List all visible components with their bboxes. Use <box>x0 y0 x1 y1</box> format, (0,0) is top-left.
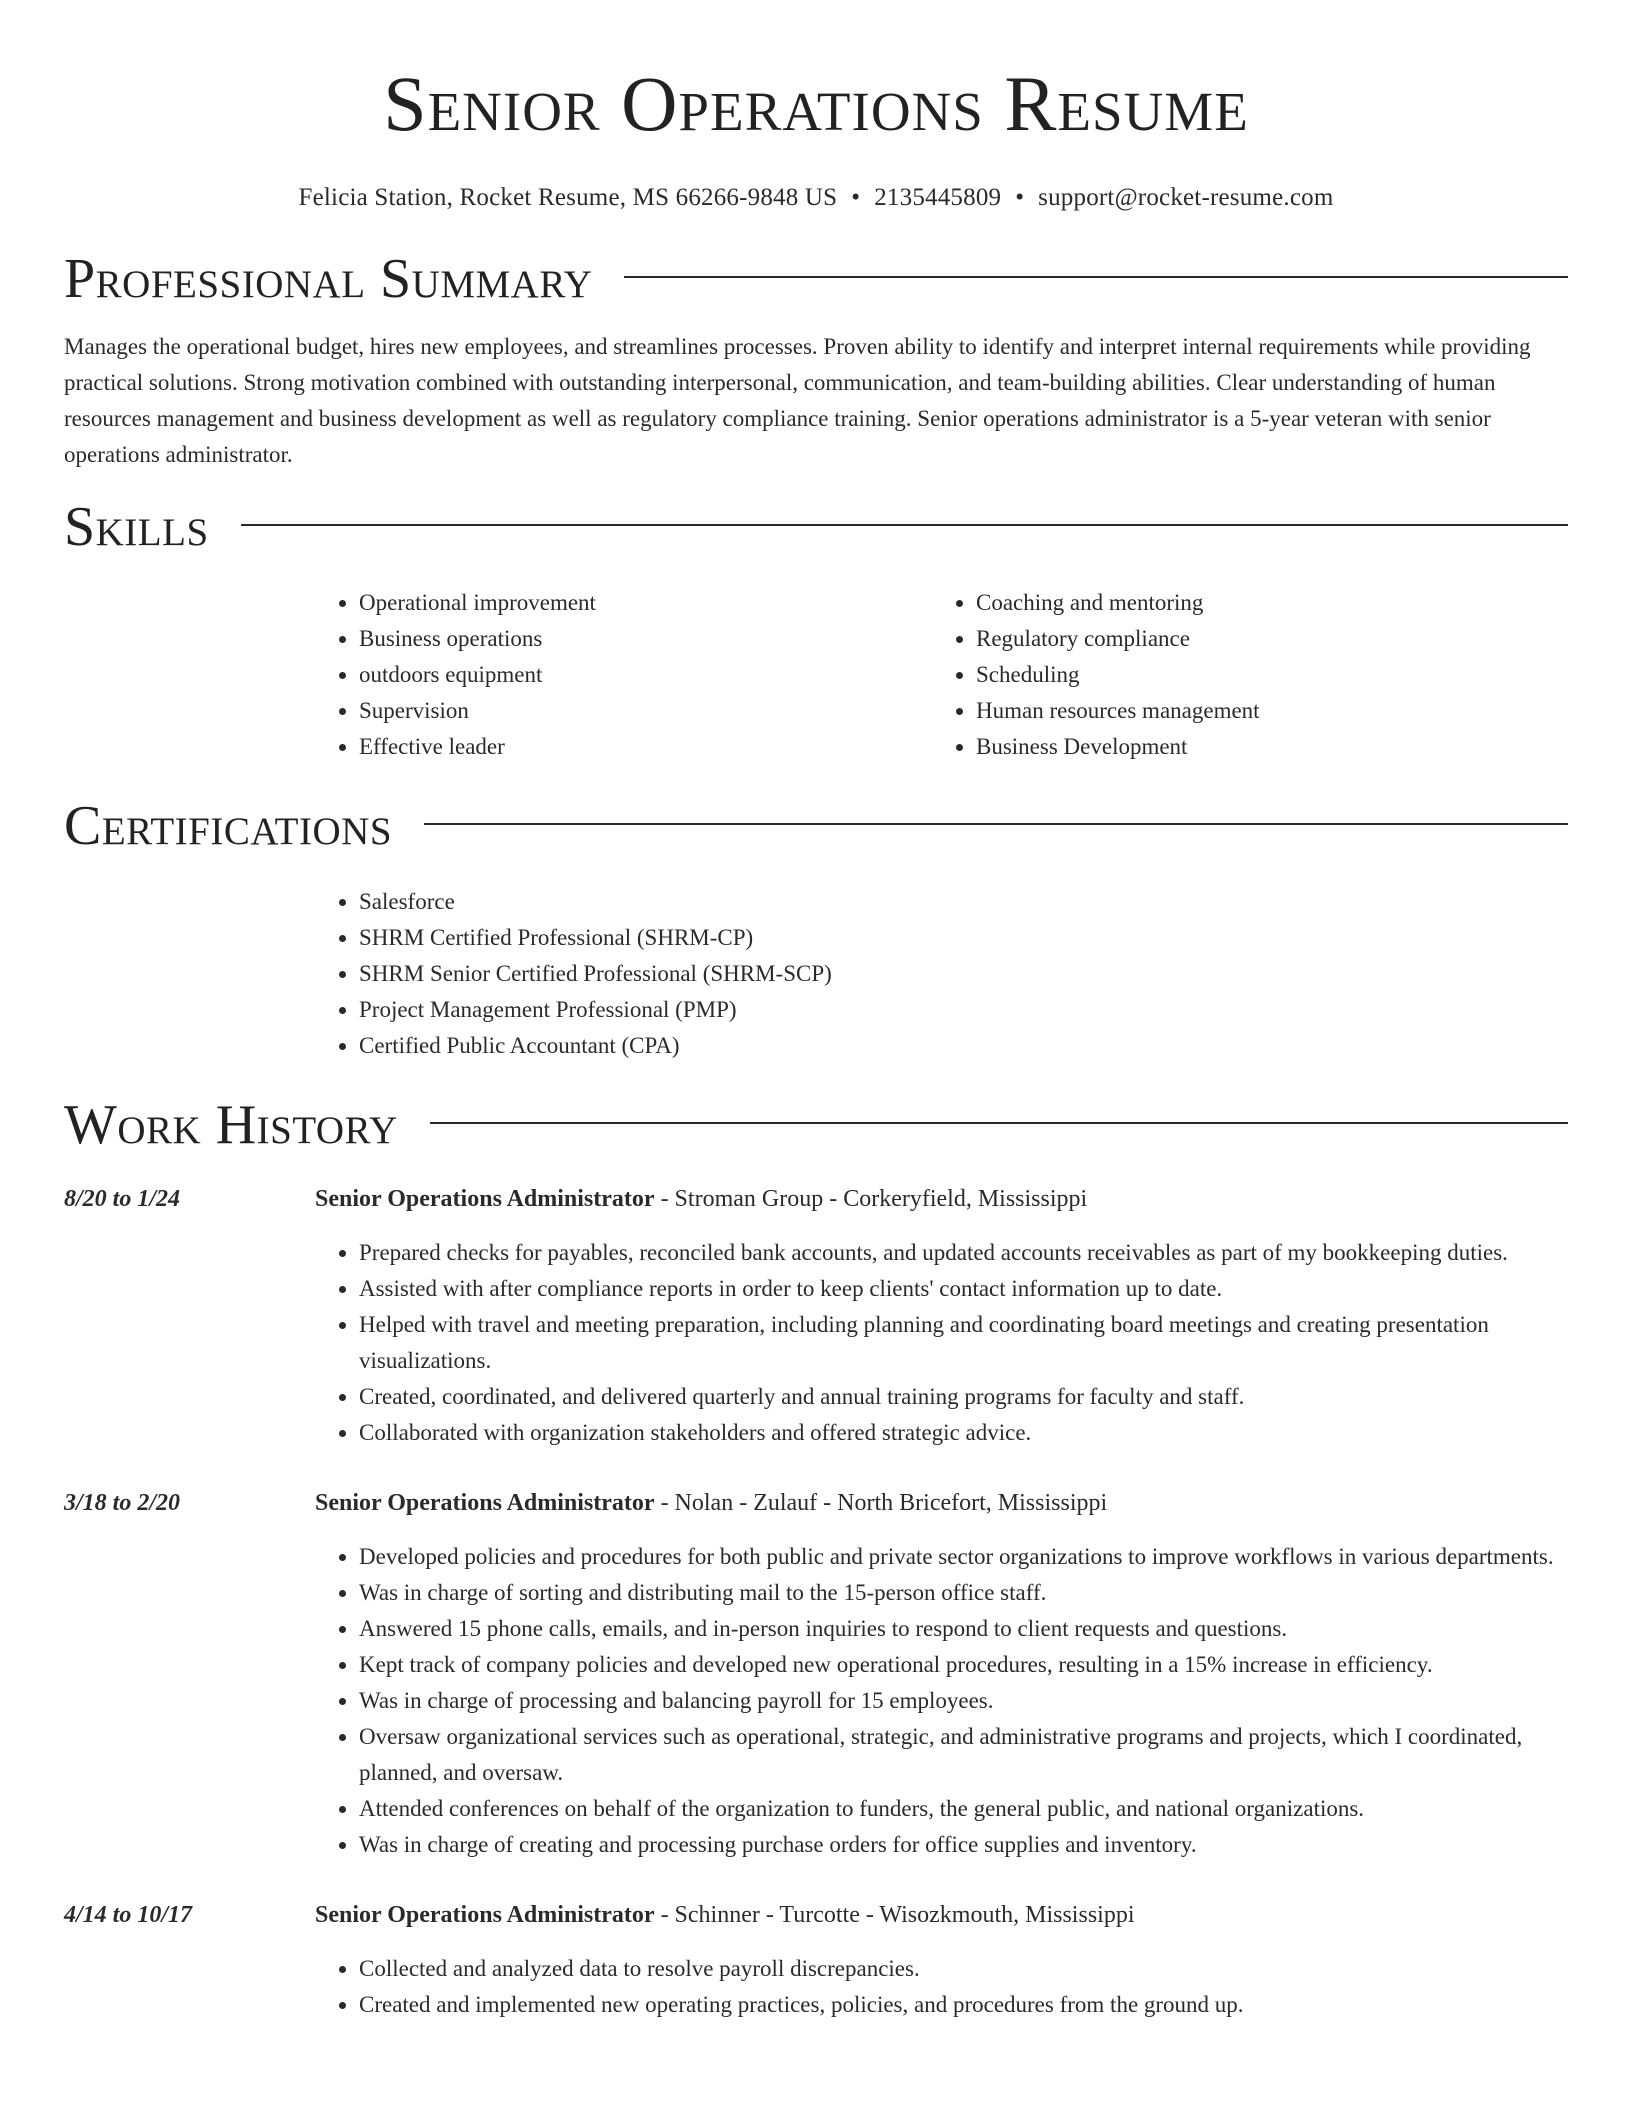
skills-list-left <box>315 585 932 765</box>
contact-address: Felicia Station, Rocket Resume, MS 66266-9848 US <box>298 184 838 211</box>
certification-item: • Project Management Professional (PMP) <box>359 992 1568 1028</box>
job-bullet: • Answered 15 phone calls, emails, and in-person inquiries to respond to client requests and questions. <box>359 1611 1568 1647</box>
section-header <box>64 244 1568 314</box>
certification-item: • Certified Public Accountant (CPA) <box>359 1028 1568 1064</box>
job-heading <box>315 1897 1135 1933</box>
job-company-location: - Schinner - Turcotte - Wisozkmouth, Mississippi <box>654 1902 1135 1928</box>
skill-item: • outdoors equipment <box>359 657 932 693</box>
job-bullets <box>315 1539 1568 1863</box>
skills-heading: Skills <box>64 496 209 558</box>
skill-item: • Business operations <box>359 621 932 657</box>
resume-title: Senior Operations Resume <box>383 60 1249 147</box>
job-bullet: • Was in charge of creating and processing purchase orders for office supplies and inventory. <box>359 1827 1568 1863</box>
contact-phone: 2135445809 <box>874 184 1002 211</box>
job-entry <box>64 1897 1568 2023</box>
section-divider <box>624 276 1568 278</box>
section-divider <box>430 1122 1568 1124</box>
work-history-section <box>64 1090 1568 2023</box>
job-bullet: • Developed policies and procedures for both public and private sector organizations to improve workflows in various departments. <box>359 1539 1568 1575</box>
job-bullet: • Was in charge of processing and balancing payroll for 15 employees. <box>359 1683 1568 1719</box>
section-divider <box>424 823 1568 825</box>
contact-line <box>64 182 1568 214</box>
job-bullet: • Collaborated with organization stakeholders and offered strategic advice. <box>359 1415 1568 1451</box>
section-header <box>64 791 1568 861</box>
job-header <box>64 1485 1568 1521</box>
job-bullet: • Oversaw organizational services such as operational, strategic, and administrative programs and projects, which I coordinated, planned, and oversaw. <box>359 1719 1568 1791</box>
job-entry <box>64 1485 1568 1863</box>
section-divider <box>241 524 1568 526</box>
job-bullet: • Created, coordinated, and delivered quarterly and annual training programs for faculty and staff. <box>359 1379 1568 1415</box>
skill-item: • Human resources management <box>976 693 1549 729</box>
job-bullet: • Collected and analyzed data to resolve payroll discrepancies. <box>359 1951 1568 1987</box>
skills-list-right <box>932 585 1549 765</box>
summary-heading: Professional Summary <box>64 248 593 310</box>
skills-section <box>64 492 1568 765</box>
job-bullet: • Helped with travel and meeting preparation, including planning and coordinating board meetings and creating presentation visualizations. <box>359 1307 1568 1379</box>
job-bullets <box>315 1235 1568 1451</box>
job-bullet: • Prepared checks for payables, reconciled bank accounts, and updated accounts receivables as part of my bookkeeping duties. <box>359 1235 1568 1271</box>
job-bullets <box>315 1951 1568 2023</box>
skills-columns <box>315 585 1568 765</box>
job-bullet: • Attended conferences on behalf of the organization to funders, the general public, and national organizations. <box>359 1791 1568 1827</box>
work-history-heading: Work History <box>64 1094 398 1156</box>
job-dates: 8/20 to 1/24 <box>64 1186 181 1212</box>
certifications-section <box>64 791 1568 1064</box>
job-company-location: - Stroman Group - Corkeryfield, Mississippi <box>654 1186 1088 1212</box>
certification-item: • SHRM Certified Professional (SHRM-CP) <box>359 920 1568 956</box>
job-header <box>64 1181 1568 1217</box>
skill-item: • Business Development <box>976 729 1549 765</box>
bullet-separator: • <box>851 184 861 211</box>
job-entry <box>64 1181 1568 1451</box>
section-header <box>64 1090 1568 1160</box>
skill-item: • Scheduling <box>976 657 1549 693</box>
certification-item: • SHRM Senior Certified Professional (SHRM-SCP) <box>359 956 1568 992</box>
resume-page <box>64 0 1568 2023</box>
bullet-separator: • <box>1015 184 1025 211</box>
certifications-heading: Certifications <box>64 795 393 857</box>
job-dates: 4/14 to 10/17 <box>64 1902 193 1928</box>
skill-item: • Operational improvement <box>359 585 932 621</box>
job-header <box>64 1897 1568 1933</box>
summary-section <box>64 244 1568 473</box>
certifications-list <box>315 884 1568 1064</box>
summary-text: Manages the operational budget, hires new employees, and streamlines processes. Proven ability to identify and interpret internal requirements while providing practical solutions. Strong motivation combined with outstanding interpersonal, communication, and team-building abilities. Clear understanding of human resources management and business development as well as regulatory compliance training. Senior operations administrator is a 5-year veteran with senior operations administrator. <box>64 334 1531 467</box>
job-title: Senior Operations Administrator <box>315 1490 655 1516</box>
job-company-location: - Nolan - Zulauf - North Bricefort, Mississippi <box>654 1490 1108 1516</box>
job-title: Senior Operations Administrator <box>315 1186 655 1212</box>
job-heading <box>315 1181 1087 1217</box>
job-dates: 3/18 to 2/20 <box>64 1490 181 1516</box>
skill-item: • Regulatory compliance <box>976 621 1549 657</box>
job-title: Senior Operations Administrator <box>315 1902 655 1928</box>
job-bullet: • Was in charge of sorting and distributing mail to the 15-person office staff. <box>359 1575 1568 1611</box>
job-heading <box>315 1485 1107 1521</box>
skill-item: • Effective leader <box>359 729 932 765</box>
skill-item: • Supervision <box>359 693 932 729</box>
contact-email: support@rocket-resume.com <box>1038 184 1334 211</box>
job-bullet: • Created and implemented new operating practices, policies, and procedures from the ground up. <box>359 1987 1568 2023</box>
section-header <box>64 492 1568 562</box>
certification-item: • Salesforce <box>359 884 1568 920</box>
job-bullet: • Assisted with after compliance reports in order to keep clients' contact information up to date. <box>359 1271 1568 1307</box>
job-bullet: • Kept track of company policies and developed new operational procedures, resulting in a 15% increase in efficiency. <box>359 1647 1568 1683</box>
skill-item: • Coaching and mentoring <box>976 585 1549 621</box>
